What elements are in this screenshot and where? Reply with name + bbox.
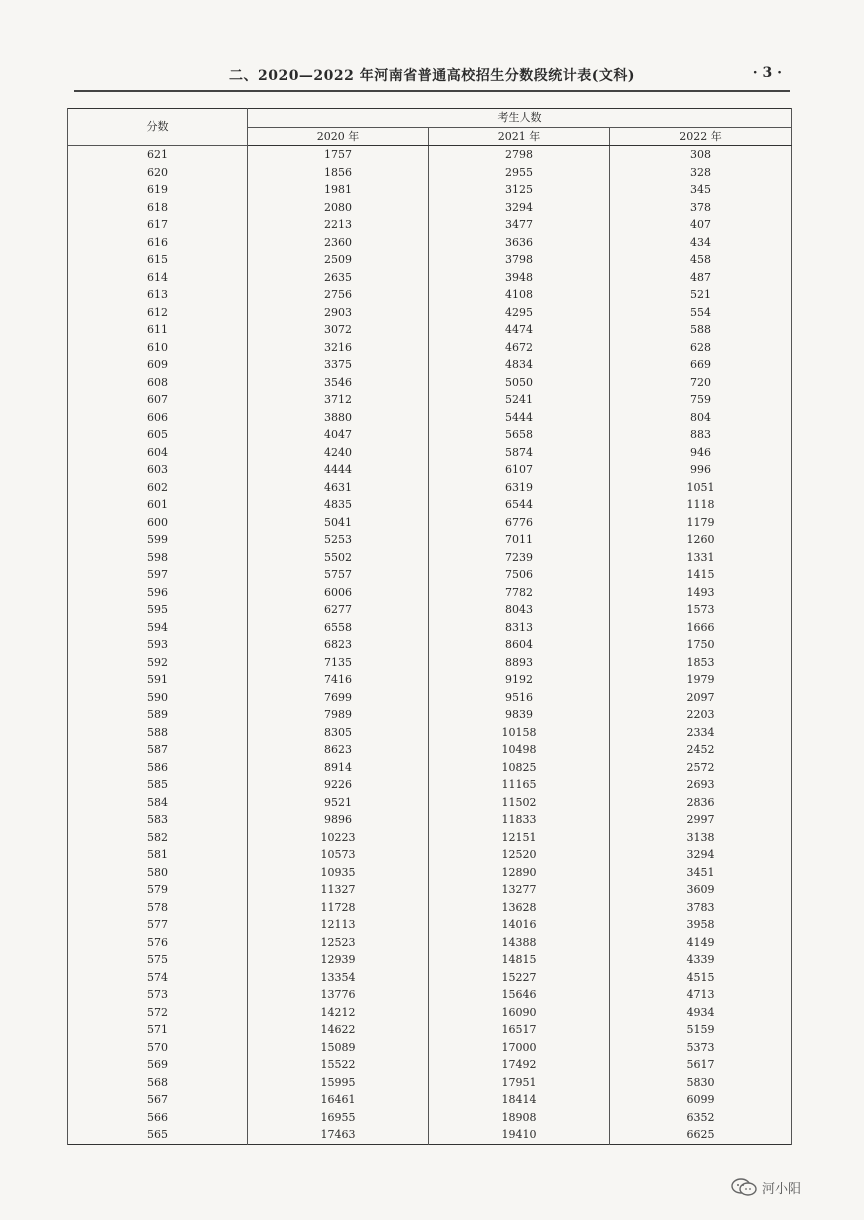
count-cell: 588 [610,321,792,339]
count-cell: 3958 [610,916,792,934]
table-row [68,601,792,619]
count-cell: 946 [610,444,792,462]
count-cell: 9226 [248,776,429,794]
table-row [68,321,792,339]
score-cell: 610 [68,339,248,357]
count-cell: 16517 [429,1021,610,1039]
count-cell: 19410 [429,1126,610,1144]
count-cell: 15646 [429,986,610,1004]
count-cell: 6107 [429,461,610,479]
score-cell: 614 [68,269,248,287]
count-cell: 3216 [248,339,429,357]
count-cell: 3375 [248,356,429,374]
count-cell: 434 [610,234,792,252]
count-cell: 16461 [248,1091,429,1109]
count-cell: 15227 [429,969,610,987]
count-cell: 669 [610,356,792,374]
table-row [68,1091,792,1109]
count-cell: 12113 [248,916,429,934]
count-cell: 5041 [248,514,429,532]
count-cell: 8043 [429,601,610,619]
count-cell: 1051 [610,479,792,497]
candidates-column-group-header: 考生人数 [248,109,792,128]
count-cell: 8914 [248,759,429,777]
count-cell: 3798 [429,251,610,269]
count-cell: 3783 [610,899,792,917]
count-cell: 3880 [248,409,429,427]
count-cell: 6352 [610,1109,792,1127]
count-cell: 4444 [248,461,429,479]
table-row [68,1109,792,1127]
count-cell: 1493 [610,584,792,602]
count-cell: 1573 [610,601,792,619]
score-cell: 609 [68,356,248,374]
score-cell: 597 [68,566,248,584]
count-cell: 521 [610,286,792,304]
source-credit-label: 河小阳 [762,1181,802,1197]
score-cell: 589 [68,706,248,724]
count-cell: 2360 [248,234,429,252]
score-cell: 579 [68,881,248,899]
table-row [68,391,792,409]
count-cell: 2756 [248,286,429,304]
table-row [68,934,792,952]
score-cell: 595 [68,601,248,619]
score-cell: 586 [68,759,248,777]
count-cell: 14388 [429,934,610,952]
score-cell: 603 [68,461,248,479]
score-cell: 574 [68,969,248,987]
year-2022-header: 2022 年 [610,128,792,146]
table-row [68,374,792,392]
table-row [68,444,792,462]
count-cell: 2203 [610,706,792,724]
table-row [68,356,792,374]
count-cell: 15522 [248,1056,429,1074]
count-cell: 6558 [248,619,429,637]
count-cell: 407 [610,216,792,234]
score-cell: 613 [68,286,248,304]
count-cell: 5159 [610,1021,792,1039]
table-row [68,706,792,724]
score-cell: 578 [68,899,248,917]
count-cell: 5241 [429,391,610,409]
score-cell: 584 [68,794,248,812]
count-cell: 1666 [610,619,792,637]
page-title: 二、2020—2022 年河南省普通高校招生分数段统计表(文科) [228,68,636,84]
table-row [68,426,792,444]
table-row [68,479,792,497]
count-cell: 5757 [248,566,429,584]
count-cell: 4834 [429,356,610,374]
count-cell: 2798 [429,146,610,164]
score-cell: 616 [68,234,248,252]
score-cell: 620 [68,164,248,182]
score-cell: 604 [68,444,248,462]
count-cell: 2635 [248,269,429,287]
count-cell: 1981 [248,181,429,199]
count-cell: 5502 [248,549,429,567]
count-cell: 5050 [429,374,610,392]
count-cell: 3138 [610,829,792,847]
count-cell: 13776 [248,986,429,1004]
score-cell: 592 [68,654,248,672]
table-row [68,461,792,479]
table-row [68,531,792,549]
count-cell: 720 [610,374,792,392]
count-cell: 6544 [429,496,610,514]
count-cell: 10573 [248,846,429,864]
score-cell: 585 [68,776,248,794]
source-credit [730,1176,801,1198]
table-row [68,741,792,759]
count-cell: 458 [610,251,792,269]
count-cell: 9192 [429,671,610,689]
count-cell: 2213 [248,216,429,234]
count-cell: 10223 [248,829,429,847]
count-cell: 5874 [429,444,610,462]
count-cell: 17492 [429,1056,610,1074]
table-row [68,1056,792,1074]
count-cell: 487 [610,269,792,287]
count-cell: 1415 [610,566,792,584]
table-row [68,1074,792,1092]
score-cell: 598 [68,549,248,567]
table-row [68,146,792,164]
table-row [68,584,792,602]
count-cell: 8604 [429,636,610,654]
score-cell: 615 [68,251,248,269]
score-distribution-table [67,108,792,1145]
score-cell: 594 [68,619,248,637]
count-cell: 18414 [429,1091,610,1109]
count-cell: 5253 [248,531,429,549]
count-cell: 328 [610,164,792,182]
score-cell: 591 [68,671,248,689]
count-cell: 12939 [248,951,429,969]
table-row [68,409,792,427]
table-row [68,216,792,234]
count-cell: 1979 [610,671,792,689]
count-cell: 14622 [248,1021,429,1039]
count-cell: 6625 [610,1126,792,1144]
count-cell: 4934 [610,1004,792,1022]
table-row [68,619,792,637]
count-cell: 2836 [610,794,792,812]
table-row [68,496,792,514]
count-cell: 6277 [248,601,429,619]
table-row [68,724,792,742]
count-cell: 12151 [429,829,610,847]
count-cell: 2080 [248,199,429,217]
count-cell: 378 [610,199,792,217]
page-number: · 3 · [752,65,782,81]
count-cell: 7135 [248,654,429,672]
count-cell: 18908 [429,1109,610,1127]
count-cell: 3609 [610,881,792,899]
count-cell: 5617 [610,1056,792,1074]
count-cell: 345 [610,181,792,199]
page-header [74,60,790,92]
count-cell: 2955 [429,164,610,182]
count-cell: 7989 [248,706,429,724]
table-row [68,199,792,217]
count-cell: 1260 [610,531,792,549]
score-cell: 576 [68,934,248,952]
count-cell: 17463 [248,1126,429,1144]
table-row [68,1126,792,1144]
count-cell: 3451 [610,864,792,882]
count-cell: 996 [610,461,792,479]
count-cell: 7782 [429,584,610,602]
score-column-header: 分数 [68,109,248,146]
count-cell: 3948 [429,269,610,287]
score-cell: 573 [68,986,248,1004]
count-cell: 1118 [610,496,792,514]
score-cell: 607 [68,391,248,409]
count-cell: 7506 [429,566,610,584]
table-row [68,251,792,269]
count-cell: 15995 [248,1074,429,1092]
count-cell: 2572 [610,759,792,777]
score-cell: 572 [68,1004,248,1022]
count-cell: 2693 [610,776,792,794]
score-cell: 565 [68,1126,248,1144]
table-row [68,881,792,899]
count-cell: 4240 [248,444,429,462]
table-row [68,689,792,707]
score-cell: 580 [68,864,248,882]
count-cell: 3125 [429,181,610,199]
count-cell: 11165 [429,776,610,794]
count-cell: 3072 [248,321,429,339]
score-cell: 566 [68,1109,248,1127]
count-cell: 4108 [429,286,610,304]
count-cell: 16090 [429,1004,610,1022]
score-cell: 617 [68,216,248,234]
count-cell: 9896 [248,811,429,829]
score-cell: 583 [68,811,248,829]
count-cell: 15089 [248,1039,429,1057]
table-row [68,636,792,654]
count-cell: 13628 [429,899,610,917]
count-cell: 4515 [610,969,792,987]
table-row [68,234,792,252]
count-cell: 11728 [248,899,429,917]
count-cell: 1750 [610,636,792,654]
count-cell: 12523 [248,934,429,952]
score-cell: 571 [68,1021,248,1039]
count-cell: 804 [610,409,792,427]
count-cell: 554 [610,304,792,322]
count-cell: 7239 [429,549,610,567]
score-cell: 569 [68,1056,248,1074]
count-cell: 17951 [429,1074,610,1092]
table-row [68,566,792,584]
table-row [68,951,792,969]
table-row [68,671,792,689]
count-cell: 8313 [429,619,610,637]
count-cell: 12520 [429,846,610,864]
count-cell: 6099 [610,1091,792,1109]
table-row [68,339,792,357]
count-cell: 6776 [429,514,610,532]
table-row [68,304,792,322]
count-cell: 3636 [429,234,610,252]
count-cell: 8623 [248,741,429,759]
score-cell: 605 [68,426,248,444]
table-row [68,1039,792,1057]
score-cell: 621 [68,146,248,164]
score-cell: 619 [68,181,248,199]
count-cell: 2509 [248,251,429,269]
year-2020-header: 2020 年 [248,128,429,146]
count-cell: 1757 [248,146,429,164]
count-cell: 5658 [429,426,610,444]
table-row [68,1004,792,1022]
count-cell: 4631 [248,479,429,497]
score-cell: 611 [68,321,248,339]
count-cell: 4474 [429,321,610,339]
table-row [68,916,792,934]
table-row [68,986,792,1004]
table-row [68,549,792,567]
count-cell: 8893 [429,654,610,672]
table-row [68,654,792,672]
count-cell: 10498 [429,741,610,759]
count-cell: 5830 [610,1074,792,1092]
score-cell: 612 [68,304,248,322]
count-cell: 11833 [429,811,610,829]
score-cell: 599 [68,531,248,549]
score-cell: 606 [68,409,248,427]
count-cell: 308 [610,146,792,164]
table-row [68,776,792,794]
count-cell: 3294 [610,846,792,864]
count-cell: 8305 [248,724,429,742]
count-cell: 17000 [429,1039,610,1057]
table-row [68,969,792,987]
count-cell: 883 [610,426,792,444]
count-cell: 6319 [429,479,610,497]
count-cell: 3294 [429,199,610,217]
count-cell: 1853 [610,654,792,672]
count-cell: 10935 [248,864,429,882]
count-cell: 2903 [248,304,429,322]
count-cell: 3546 [248,374,429,392]
score-cell: 590 [68,689,248,707]
count-cell: 6823 [248,636,429,654]
table-row [68,759,792,777]
count-cell: 4339 [610,951,792,969]
count-cell: 4295 [429,304,610,322]
count-cell: 14212 [248,1004,429,1022]
count-cell: 13277 [429,881,610,899]
count-cell: 4672 [429,339,610,357]
count-cell: 16955 [248,1109,429,1127]
score-cell: 588 [68,724,248,742]
count-cell: 9521 [248,794,429,812]
table-row [68,846,792,864]
count-cell: 1179 [610,514,792,532]
count-cell: 7011 [429,531,610,549]
count-cell: 2334 [610,724,792,742]
count-cell: 2452 [610,741,792,759]
score-cell: 601 [68,496,248,514]
count-cell: 14016 [429,916,610,934]
table-row [68,286,792,304]
table-row [68,164,792,182]
count-cell: 10825 [429,759,610,777]
count-cell: 4047 [248,426,429,444]
table-row [68,864,792,882]
count-cell: 6006 [248,584,429,602]
table-row [68,269,792,287]
score-cell: 582 [68,829,248,847]
count-cell: 11502 [429,794,610,812]
count-cell: 759 [610,391,792,409]
count-cell: 12890 [429,864,610,882]
score-cell: 618 [68,199,248,217]
table-row [68,899,792,917]
score-cell: 602 [68,479,248,497]
count-cell: 1331 [610,549,792,567]
count-cell: 7699 [248,689,429,707]
table-row [68,794,792,812]
score-cell: 581 [68,846,248,864]
score-cell: 568 [68,1074,248,1092]
score-cell: 600 [68,514,248,532]
count-cell: 13354 [248,969,429,987]
score-cell: 577 [68,916,248,934]
count-cell: 14815 [429,951,610,969]
table-row [68,1021,792,1039]
score-cell: 570 [68,1039,248,1057]
count-cell: 3712 [248,391,429,409]
count-cell: 3477 [429,216,610,234]
score-cell: 567 [68,1091,248,1109]
score-cell: 596 [68,584,248,602]
wechat-icon [730,1177,758,1197]
count-cell: 9839 [429,706,610,724]
score-cell: 587 [68,741,248,759]
table-row [68,829,792,847]
score-cell: 608 [68,374,248,392]
count-cell: 4149 [610,934,792,952]
count-cell: 2097 [610,689,792,707]
count-cell: 5444 [429,409,610,427]
count-cell: 628 [610,339,792,357]
table-row [68,811,792,829]
score-cell: 593 [68,636,248,654]
count-cell: 10158 [429,724,610,742]
year-2021-header: 2021 年 [429,128,610,146]
table-row [68,514,792,532]
count-cell: 4713 [610,986,792,1004]
score-cell: 575 [68,951,248,969]
count-cell: 4835 [248,496,429,514]
count-cell: 1856 [248,164,429,182]
count-cell: 9516 [429,689,610,707]
count-cell: 7416 [248,671,429,689]
count-cell: 11327 [248,881,429,899]
count-cell: 5373 [610,1039,792,1057]
count-cell: 2997 [610,811,792,829]
table-row [68,181,792,199]
